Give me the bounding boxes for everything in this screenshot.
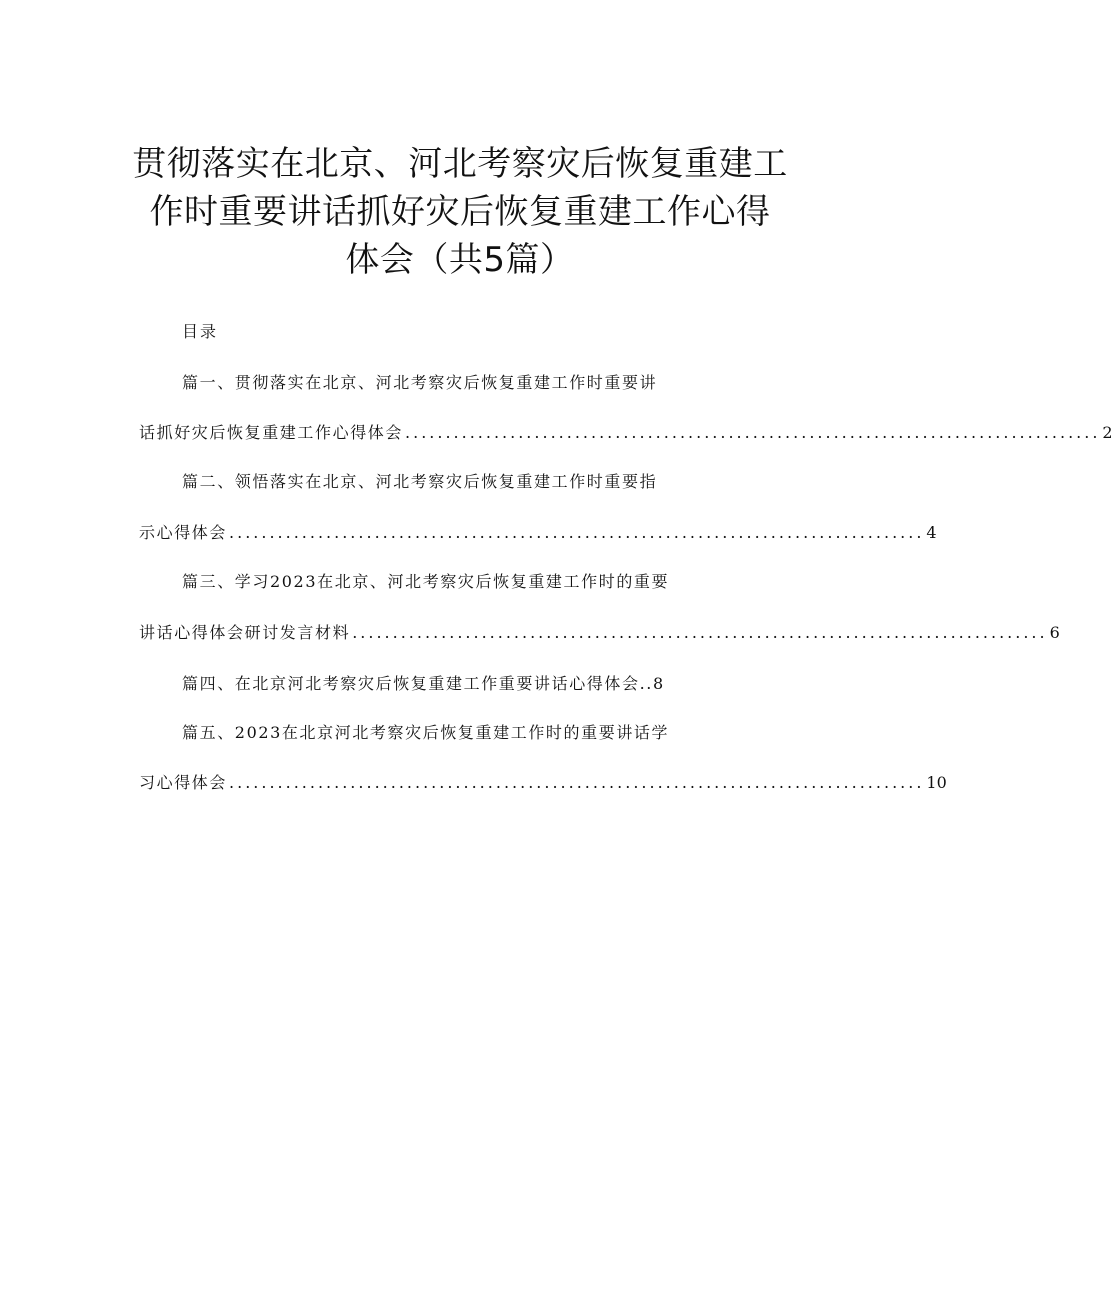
toc-entry-1-line-2[interactable]	[139, 422, 1113, 444]
toc-entry-3-line-2[interactable]	[139, 622, 1060, 644]
toc-page-number: 10	[926, 773, 947, 792]
toc-entry-2-line-1[interactable]: 篇二、领悟落实在北京、河北考察灾后恢复重建工作时重要指	[182, 472, 658, 491]
toc-entry-5-line-2[interactable]	[139, 772, 947, 794]
toc-page-number: 4	[926, 523, 937, 542]
toc-leader-dots: ......................................................................................	[229, 773, 925, 792]
title-line-3: 体会（共5篇）	[345, 240, 575, 280]
toc-entry-1-line-1[interactable]: 篇一、贯彻落实在北京、河北考察灾后恢复重建工作时重要讲	[182, 373, 658, 392]
toc-entry-text: 话抓好灾后恢复重建工作心得体会	[139, 423, 404, 442]
toc-entry-text: 篇四、在北京河北考察灾后恢复重建工作重要讲话心得体会..	[182, 674, 653, 693]
toc-entry-5-line-1[interactable]: 篇五、2023在北京河北考察灾后恢复重建工作时的重要讲话学	[182, 723, 670, 742]
toc-leader-dots: ......................................................................................	[229, 523, 925, 542]
title-line-1: 贯彻落实在北京、河北考察灾后恢复重建工	[132, 144, 788, 184]
toc-entry-2-line-2[interactable]	[139, 522, 937, 544]
toc-leader-dots: ......................................................................................	[352, 623, 1048, 642]
toc-entry-3-line-1[interactable]: 篇三、学习2023在北京、河北考察灾后恢复重建工作时的重要	[182, 572, 670, 591]
toc-page-number: 6	[1049, 623, 1060, 642]
title-line-2: 作时重要讲话抓好灾后恢复重建工作心得	[149, 192, 771, 232]
toc-page-number: 2	[1102, 423, 1113, 442]
toc-heading: 目录	[182, 322, 219, 341]
toc-entry-text: 讲话心得体会研讨发言材料	[139, 623, 351, 642]
toc-entry-4[interactable]	[182, 673, 663, 695]
toc-entry-text: 示心得体会	[139, 523, 228, 542]
toc-entry-text: 习心得体会	[139, 773, 228, 792]
toc-page-number: 8	[652, 674, 664, 693]
toc-leader-dots: ......................................................................................	[405, 423, 1101, 442]
